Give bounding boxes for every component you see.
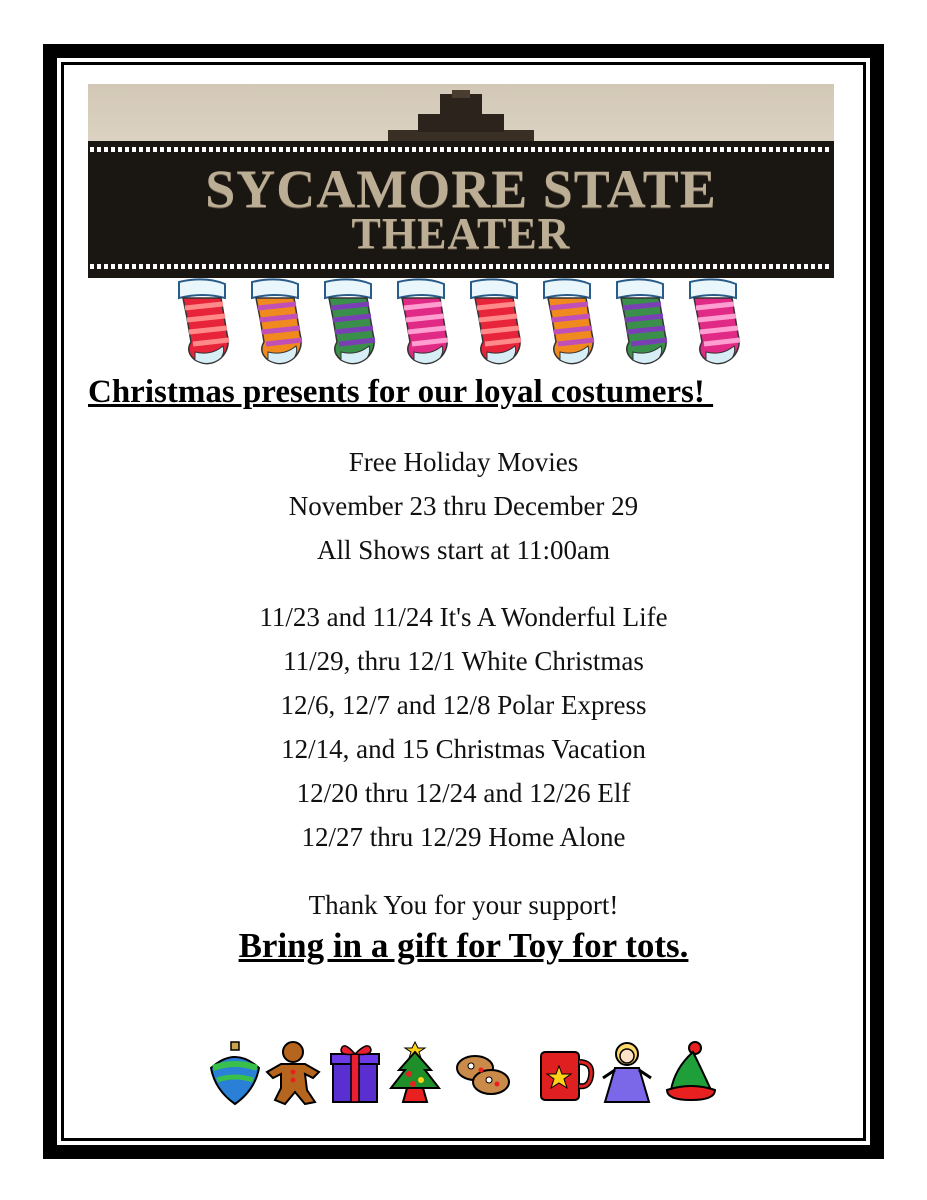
schedule-item: 12/6, 12/7 and 12/8 Polar Express — [280, 690, 647, 720]
cookies-icon — [453, 1038, 513, 1108]
intro-line: November 23 thru December 29 — [288, 491, 639, 521]
toys-for-tots-callout: Bring in a gift for Toy for tots. — [238, 926, 689, 965]
stockings-row — [165, 278, 755, 368]
film-sprockets-bottom — [90, 264, 832, 269]
ornament-icon — [205, 1038, 265, 1108]
schedule-item: 11/23 and 11/24 It's A Wonderful Life — [259, 602, 668, 632]
schedule-list — [0, 595, 927, 859]
thank-you-text: Thank You for your support! — [308, 890, 619, 920]
intro-line: All Shows start at 11:00am — [317, 535, 610, 565]
schedule-item: 11/29, thru 12/1 White Christmas — [283, 646, 644, 676]
schedule-item: 12/20 thru 12/24 and 12/26 Elf — [296, 778, 631, 808]
stocking-red-icon — [457, 278, 535, 368]
elf-hat-icon — [661, 1038, 721, 1108]
gingerbread-man-icon — [263, 1038, 323, 1108]
theater-word: THEATER — [351, 209, 571, 258]
stocking-purple-icon — [311, 278, 389, 368]
headline: Christmas presents for our loyal costumers! — [88, 374, 714, 410]
stocking-pink-icon — [676, 278, 754, 368]
holiday-icons-row — [205, 1038, 725, 1110]
mug-icon — [535, 1038, 595, 1108]
theater-banner — [88, 84, 834, 278]
film-sprockets-top — [90, 147, 832, 152]
intro-block — [0, 440, 927, 572]
theater-name: SYCAMORE STATE — [205, 159, 717, 219]
stocking-orange-icon — [238, 278, 316, 368]
angel-doll-icon — [597, 1038, 657, 1108]
stocking-pink-icon — [384, 278, 462, 368]
stocking-purple-icon — [603, 278, 681, 368]
gift-box-icon — [325, 1038, 385, 1108]
schedule-item: 12/27 thru 12/29 Home Alone — [301, 822, 626, 852]
stocking-red-icon — [165, 278, 243, 368]
schedule-item: 12/14, and 15 Christmas Vacation — [281, 734, 646, 764]
christmas-tree-icon — [385, 1038, 445, 1108]
intro-line: Free Holiday Movies — [348, 447, 579, 477]
stocking-orange-icon — [530, 278, 608, 368]
